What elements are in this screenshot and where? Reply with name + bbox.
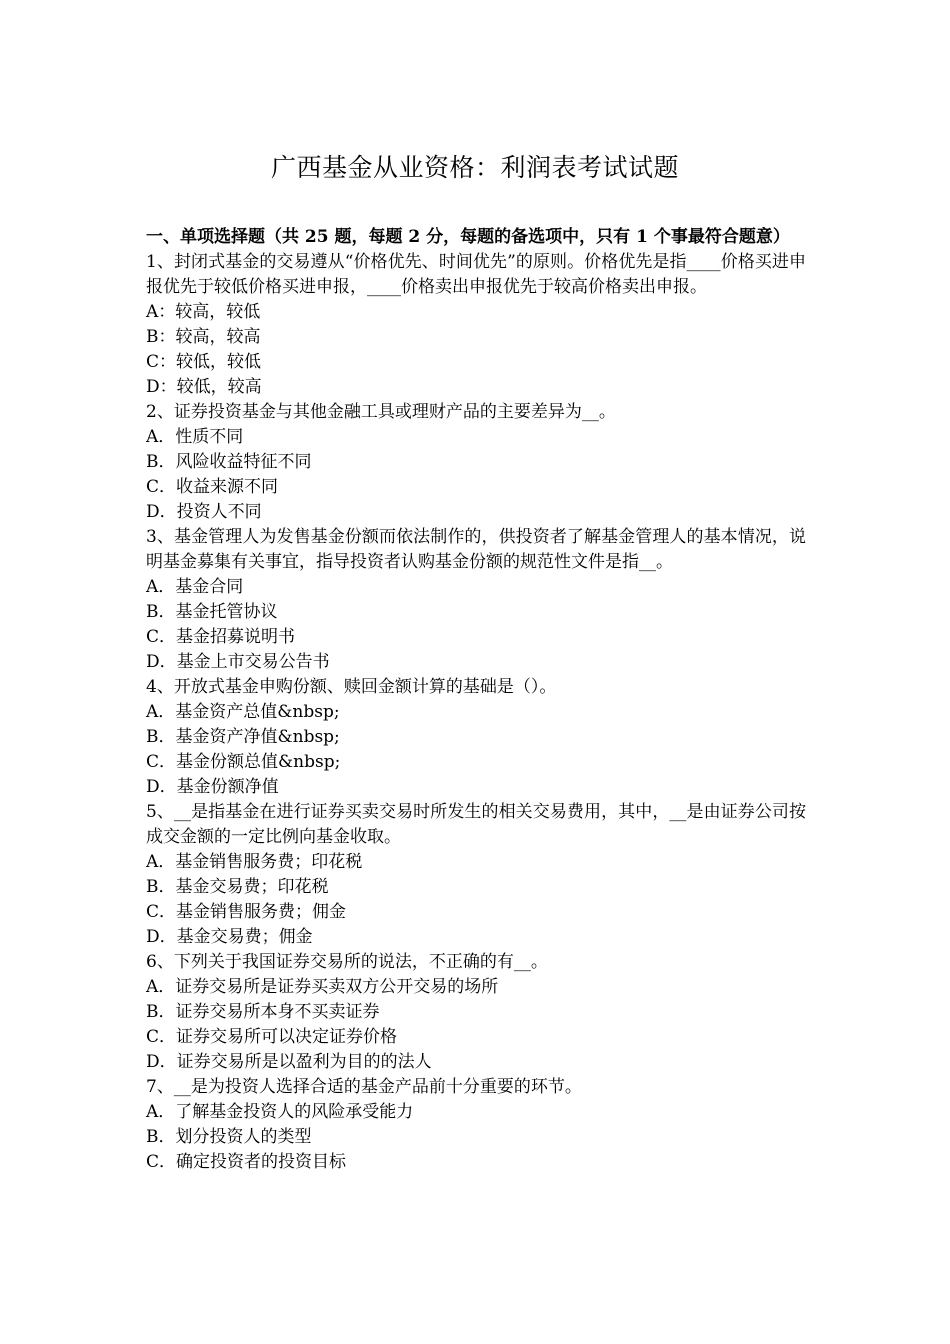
answer-option: A．基金合同 xyxy=(146,577,244,597)
section-heading: 一、单项选择题（共 25 题，每题 2 分，每题的备选项中，只有 1 个事最符合题意） xyxy=(146,227,790,247)
question-item xyxy=(146,675,806,800)
answer-option: A．了解基金投资人的风险承受能力 xyxy=(146,1102,414,1122)
answer-option: C：较低，较低 xyxy=(146,352,262,372)
answer-option: A：较高，较低 xyxy=(146,302,261,322)
question-stem: 4、开放式基金申购份额、赎回金额计算的基础是（）。 xyxy=(146,677,557,697)
answer-option: B．基金交易费；印花税 xyxy=(146,877,329,897)
question-list xyxy=(146,250,806,1175)
answer-option: A．基金资产总值&nbsp; xyxy=(146,702,340,722)
answer-option: C．基金招募说明书 xyxy=(146,627,296,647)
question-item xyxy=(146,400,806,525)
answer-option: A．证券交易所是证券买卖双方公开交易的场所 xyxy=(146,977,499,997)
question-stem: 7、__是为投资人选择合适的基金产品前十分重要的环节。 xyxy=(146,1077,582,1097)
question-item xyxy=(146,950,806,1075)
answer-option: C．证券交易所可以决定证券价格 xyxy=(146,1027,398,1047)
answer-option: B．划分投资人的类型 xyxy=(146,1127,312,1147)
answer-option: B：较高，较高 xyxy=(146,327,261,347)
document-title: 广西基金从业资格：利润表考试试题 xyxy=(270,153,679,182)
answer-option: C．确定投资者的投资目标 xyxy=(146,1152,347,1172)
answer-option: B．风险收益特征不同 xyxy=(146,452,312,472)
answer-option: D：较低，较高 xyxy=(146,377,262,397)
question-stem: 3、基金管理人为发售基金份额而依法制作的，供投资者了解基金管理人的基本情况，说明基金募集有关事宜，指导投资者认购基金份额的规范性文件是指__。 xyxy=(146,527,806,572)
question-item xyxy=(146,250,806,400)
answer-option: C．基金份额总值&nbsp; xyxy=(146,752,341,772)
question-stem: 1、封闭式基金的交易遵从“价格优先、时间优先”的原则。价格优先是指____价格买进申报优先于较低价格买进申报，____价格卖出申报优先于较高价格卖出申报。 xyxy=(146,252,806,297)
answer-option: A．基金销售服务费；印花税 xyxy=(146,852,363,872)
question-item xyxy=(146,525,806,675)
answer-option: B．基金托管协议 xyxy=(146,602,278,622)
answer-option: B．基金资产净值&nbsp; xyxy=(146,727,340,747)
answer-option: D．基金份额净值 xyxy=(146,777,279,797)
question-item xyxy=(146,1075,806,1175)
question-item xyxy=(146,800,806,950)
answer-option: C．基金销售服务费；佣金 xyxy=(146,902,347,922)
answer-option: C．收益来源不同 xyxy=(146,477,279,497)
answer-option: D．投资人不同 xyxy=(146,502,262,522)
document-body xyxy=(146,225,806,1175)
question-stem: 6、下列关于我国证券交易所的说法，不正确的有__。 xyxy=(146,952,548,972)
answer-option: B．证券交易所本身不买卖证券 xyxy=(146,1002,380,1022)
question-stem: 5、__是指基金在进行证券买卖交易时所发生的相关交易费用，其中，__是由证券公司按成交金额的一定比例向基金收取。 xyxy=(146,802,806,847)
answer-option: D．证券交易所是以盈利为目的的法人 xyxy=(146,1052,432,1072)
question-stem: 2、证券投资基金与其他金融工具或理财产品的主要差异为__。 xyxy=(146,402,616,422)
answer-option: A．性质不同 xyxy=(146,427,244,447)
answer-option: D．基金上市交易公告书 xyxy=(146,652,330,672)
answer-option: D．基金交易费；佣金 xyxy=(146,927,313,947)
